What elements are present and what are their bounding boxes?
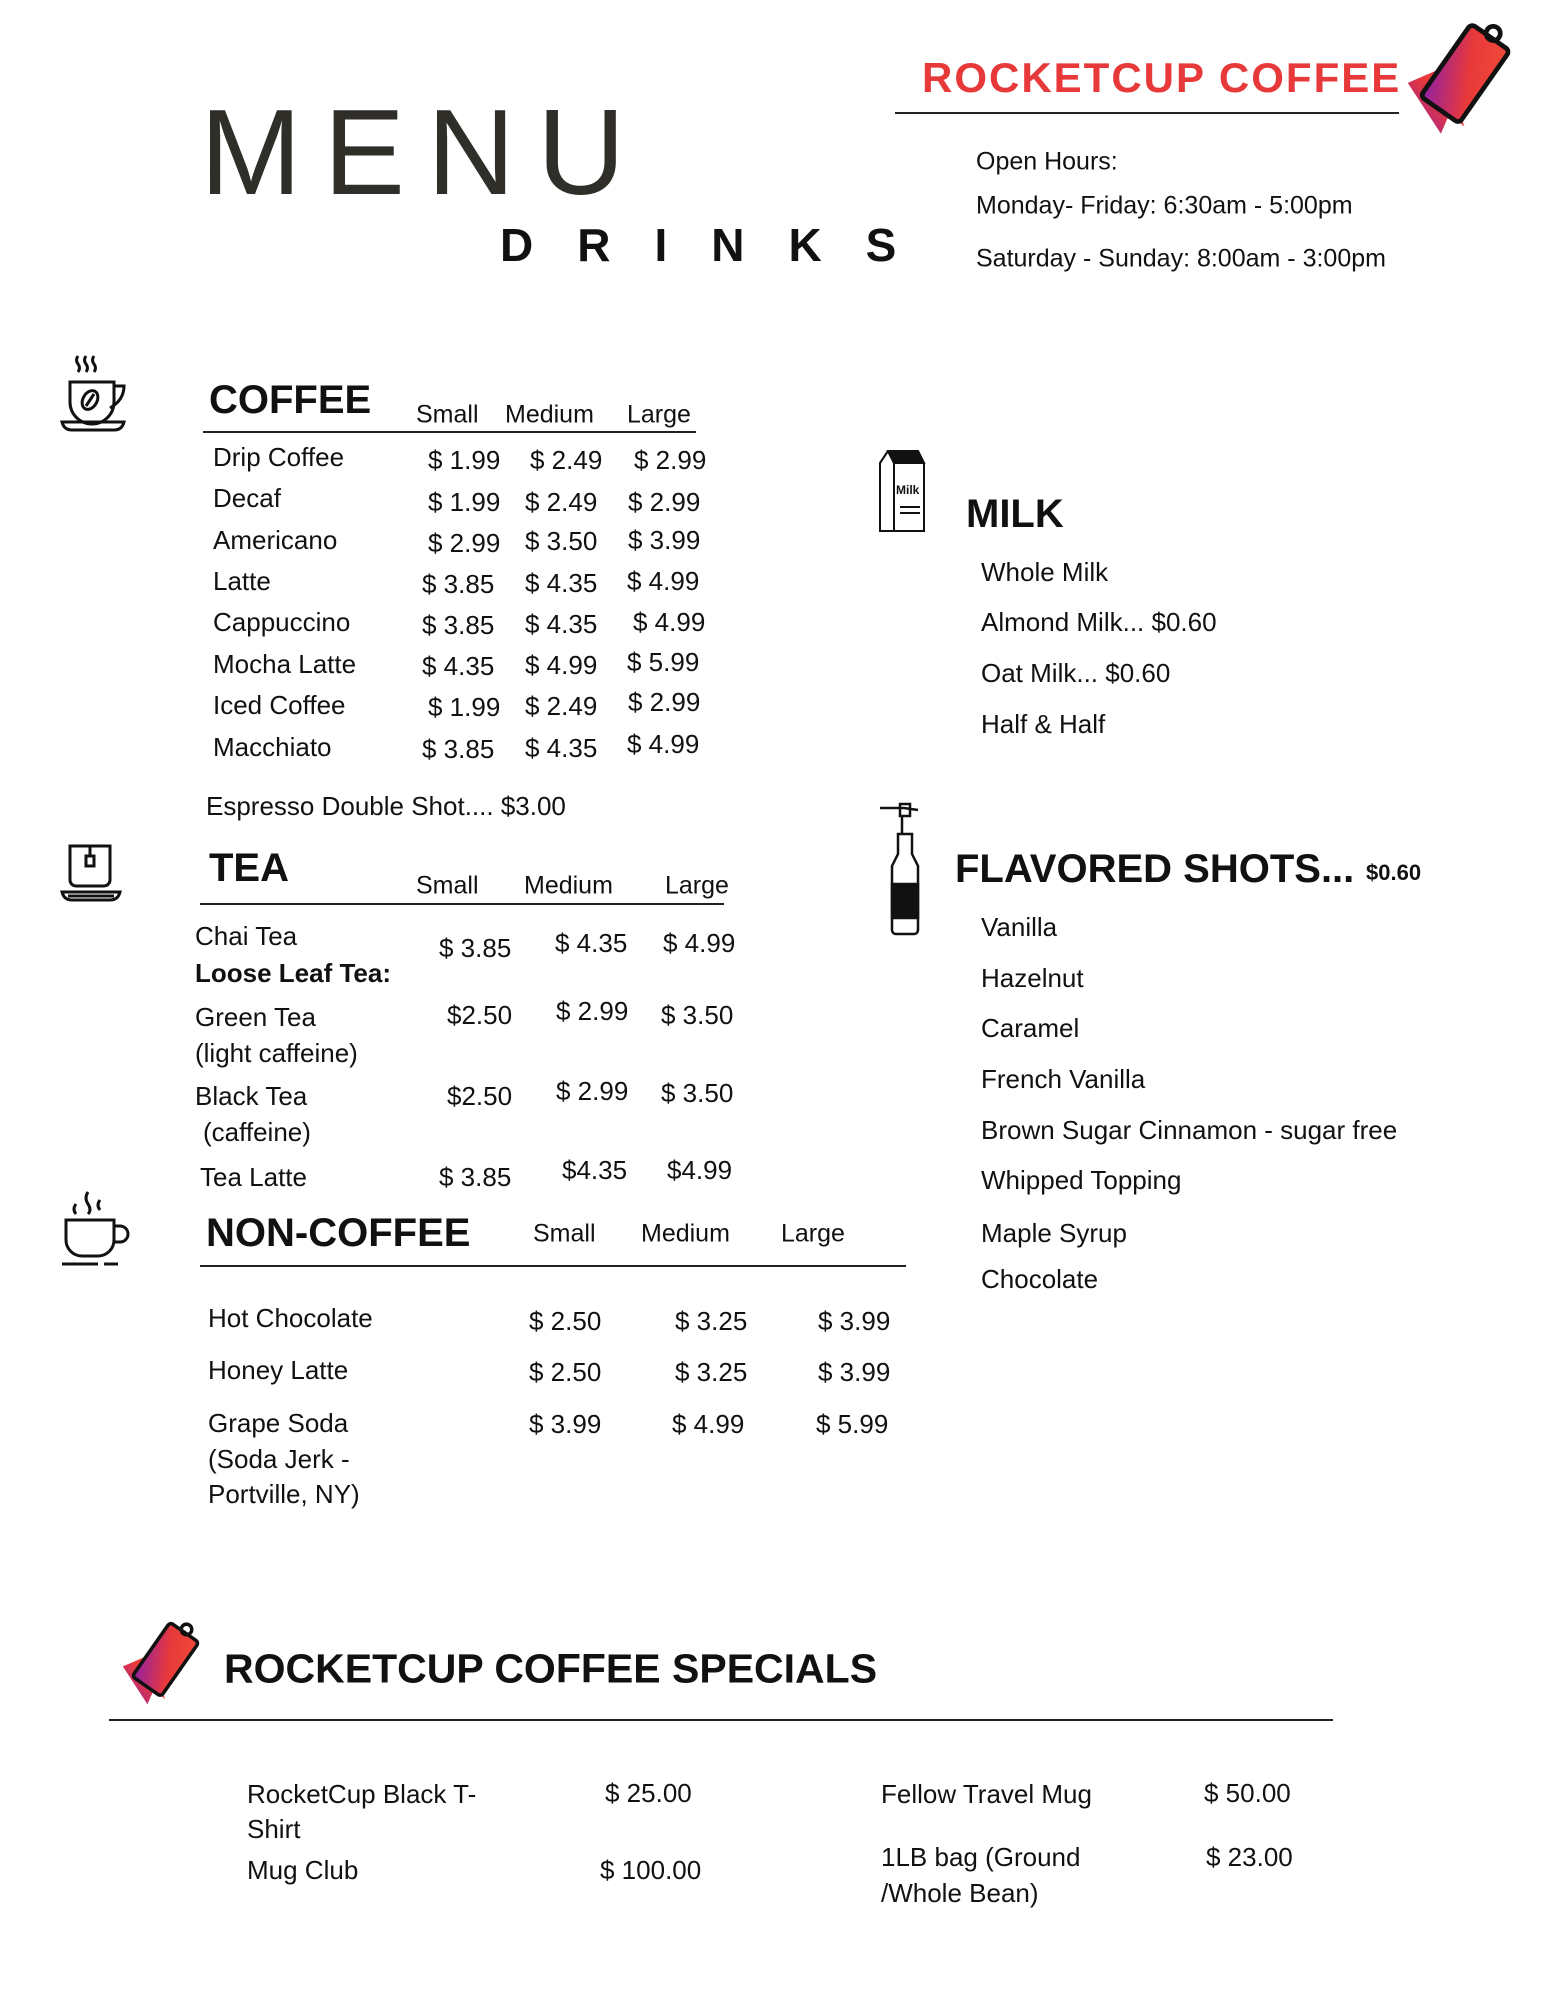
price-medium: $ 3.25 — [675, 1306, 748, 1336]
milk-item: Whole Milk — [981, 557, 1109, 587]
price-large: $ 2.99 — [634, 445, 707, 475]
coffee-cup-icon — [58, 352, 136, 434]
special-price: $ 50.00 — [1204, 1778, 1291, 1808]
noncoffee-size-small: Small — [533, 1219, 596, 1248]
coffee-heading: COFFEE — [209, 378, 372, 422]
special-name: Fellow Travel Mug — [881, 1779, 1092, 1809]
noncoffee-heading: NON-COFFEE — [206, 1211, 471, 1255]
flavor-item: Brown Sugar Cinnamon - sugar free — [981, 1115, 1398, 1145]
item-name: Mocha Latte — [213, 649, 357, 679]
item-name: Cappuccino — [213, 607, 351, 637]
price-small: $ 3.99 — [529, 1409, 602, 1439]
price-small: $ 2.50 — [529, 1306, 602, 1336]
tea-cup-icon — [60, 842, 124, 906]
loose-leaf-label: Loose Leaf Tea: — [195, 958, 392, 988]
special-price: $ 23.00 — [1206, 1842, 1293, 1872]
item-name: Latte — [213, 566, 271, 596]
rocketcup-logo-icon — [1396, 18, 1514, 136]
price-small: $ 3.85 — [422, 569, 495, 599]
tea-divider — [200, 903, 724, 905]
noncoffee-divider — [200, 1265, 906, 1267]
milk-item: Oat Milk... $0.60 — [981, 658, 1171, 688]
coffee-size-large: Large — [627, 400, 691, 429]
price-medium: $ 4.99 — [672, 1409, 745, 1439]
flavor-item: Chocolate — [981, 1264, 1099, 1294]
price-small: $2.50 — [447, 1000, 513, 1030]
item-name: Honey Latte — [208, 1355, 349, 1385]
price-medium: $ 2.49 — [530, 445, 603, 475]
tea-size-medium: Medium — [524, 871, 613, 900]
item-name: Chai Tea — [195, 921, 298, 951]
price-small: $ 3.85 — [439, 933, 512, 963]
noncoffee-size-medium: Medium — [641, 1219, 730, 1248]
price-large: $ 5.99 — [627, 647, 700, 677]
price-small: $ 3.85 — [422, 734, 495, 764]
price-medium: $ 3.50 — [525, 526, 598, 556]
special-name: Shirt — [247, 1814, 301, 1844]
item-name: Tea Latte — [200, 1162, 307, 1192]
item-note: Portville, NY) — [208, 1479, 360, 1509]
tea-size-large: Large — [665, 871, 729, 900]
flavor-item: Caramel — [981, 1013, 1080, 1043]
price-small: $ 1.99 — [428, 445, 501, 475]
price-large: $ 5.99 — [816, 1409, 889, 1439]
drinks-subtitle: DRINKS — [500, 219, 941, 271]
syrup-bottle-icon — [874, 800, 930, 936]
price-medium: $ 4.99 — [525, 650, 598, 680]
special-price: $ 100.00 — [600, 1855, 702, 1885]
flavor-item: Vanilla — [981, 912, 1058, 942]
coffee-size-medium: Medium — [505, 400, 594, 429]
price-small: $ 4.35 — [422, 651, 495, 681]
item-name: Grape Soda — [208, 1408, 349, 1438]
milk-heading: MILK — [966, 492, 1064, 536]
rocketcup-logo-icon — [114, 1618, 202, 1706]
item-name: Iced Coffee — [213, 690, 346, 720]
item-name: Hot Chocolate — [208, 1303, 373, 1333]
item-name: Drip Coffee — [213, 442, 345, 472]
tea-heading: TEA — [209, 846, 289, 890]
special-price: $ 25.00 — [605, 1778, 692, 1808]
specials-heading: ROCKETCUP COFFEE SPECIALS — [224, 1645, 878, 1692]
price-medium: $ 2.49 — [525, 487, 598, 517]
price-large: $ 4.99 — [627, 566, 700, 596]
price-medium: $ 4.35 — [555, 928, 628, 958]
special-name: RocketCup Black T- — [247, 1779, 477, 1809]
item-name: Black Tea — [195, 1081, 308, 1111]
price-small: $ 2.50 — [529, 1357, 602, 1387]
hours-label: Open Hours: — [976, 147, 1118, 176]
price-medium: $ 2.99 — [556, 1076, 629, 1106]
tea-size-small: Small — [416, 871, 479, 900]
price-large: $ 2.99 — [628, 687, 701, 717]
price-large: $ 2.99 — [628, 487, 701, 517]
menu-title: MENU — [200, 84, 648, 220]
flavored-shots-price: $0.60 — [1366, 860, 1422, 885]
hot-drink-mug-icon — [60, 1188, 134, 1268]
price-large: $ 3.50 — [661, 1000, 734, 1030]
coffee-divider — [203, 431, 696, 433]
specials-divider — [109, 1719, 1333, 1721]
price-large: $4.99 — [667, 1155, 733, 1185]
price-medium: $4.35 — [562, 1155, 628, 1185]
price-medium: $ 4.35 — [525, 568, 598, 598]
price-large: $ 4.99 — [663, 928, 736, 958]
special-name: 1LB bag (Ground — [881, 1842, 1081, 1872]
price-small: $ 1.99 — [428, 692, 501, 722]
noncoffee-size-large: Large — [781, 1219, 845, 1248]
price-medium: $ 4.35 — [525, 609, 598, 639]
price-large: $ 3.99 — [818, 1306, 891, 1336]
item-name: Decaf — [213, 483, 281, 513]
item-note: (caffeine) — [203, 1117, 311, 1147]
price-small: $ 3.85 — [439, 1162, 512, 1192]
price-medium: $ 4.35 — [525, 733, 598, 763]
item-note: (light caffeine) — [195, 1038, 358, 1068]
price-medium: $ 3.25 — [675, 1357, 748, 1387]
flavor-item: Maple Syrup — [981, 1218, 1127, 1248]
hours-weekend: Saturday - Sunday: 8:00am - 3:00pm — [976, 244, 1386, 273]
flavor-item: Whipped Topping — [981, 1165, 1182, 1195]
brand-divider — [895, 112, 1399, 114]
milk-item: Almond Milk... $0.60 — [981, 607, 1217, 637]
price-large: $ 4.99 — [627, 729, 700, 759]
price-large: $ 4.99 — [633, 607, 706, 637]
brand-name: ROCKETCUP COFFEE — [922, 54, 1402, 101]
price-medium: $ 2.49 — [525, 691, 598, 721]
item-name: Green Tea — [195, 1002, 316, 1032]
price-small: $2.50 — [447, 1081, 513, 1111]
item-name: Macchiato — [213, 732, 332, 762]
price-large: $ 3.99 — [818, 1357, 891, 1387]
flavor-item: Hazelnut — [981, 963, 1084, 993]
milk-icon-label: Milk — [896, 483, 920, 497]
espresso-shot: Espresso Double Shot.... $3.00 — [206, 791, 566, 821]
item-name: Americano — [213, 525, 338, 555]
item-note: (Soda Jerk - — [208, 1444, 350, 1474]
flavor-item: French Vanilla — [981, 1064, 1146, 1094]
price-small: $ 1.99 — [428, 487, 501, 517]
price-large: $ 3.99 — [628, 525, 701, 555]
special-name: Mug Club — [247, 1855, 359, 1885]
price-small: $ 3.85 — [422, 610, 495, 640]
price-small: $ 2.99 — [428, 528, 501, 558]
special-name: /Whole Bean) — [881, 1878, 1039, 1908]
price-large: $ 3.50 — [661, 1078, 734, 1108]
price-medium: $ 2.99 — [556, 996, 629, 1026]
coffee-size-small: Small — [416, 400, 479, 429]
milk-item: Half & Half — [981, 709, 1106, 739]
hours-weekday: Monday- Friday: 6:30am - 5:00pm — [976, 191, 1353, 220]
flavored-shots-heading: FLAVORED SHOTS... — [955, 847, 1355, 891]
milk-carton-icon — [874, 449, 926, 533]
